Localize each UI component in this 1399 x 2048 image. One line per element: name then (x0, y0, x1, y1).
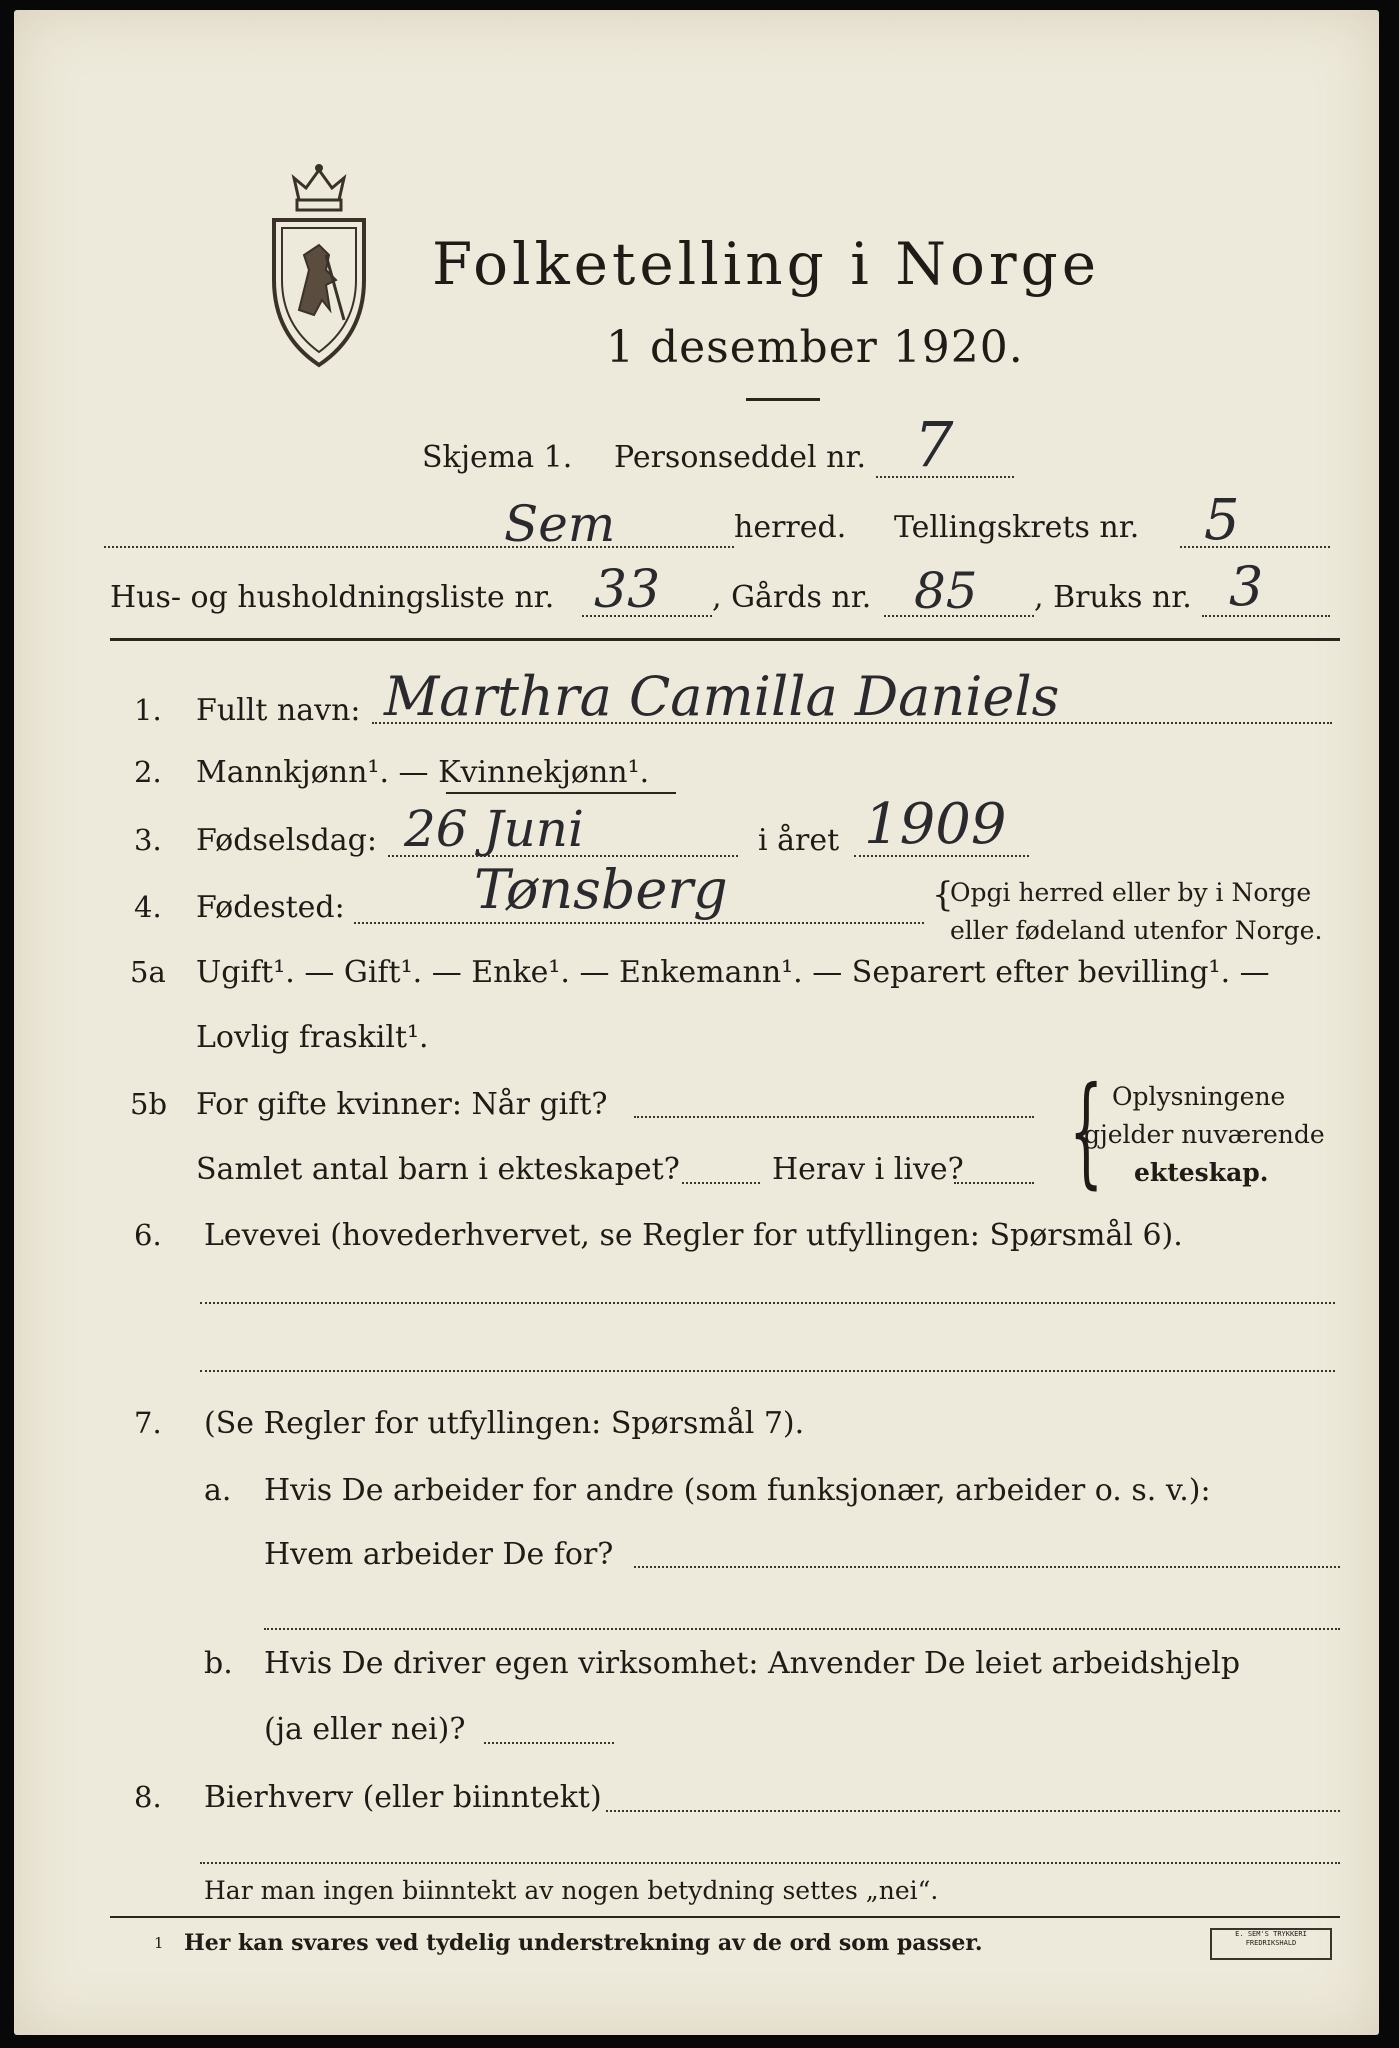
header-divider (110, 638, 1340, 641)
q5b-note2: gjelder nuværende (1084, 1120, 1325, 1149)
q4-brace: { (932, 875, 954, 915)
gards-label: , Gårds nr. (712, 580, 872, 615)
q5b-line1: For gifte kvinner: Når gift? (196, 1087, 608, 1122)
q5b-brace: { (1068, 1062, 1104, 1201)
herred-label: herred. (734, 510, 847, 545)
coat-of-arms-icon (264, 160, 374, 374)
q5b-alive-label: Herav i live? (772, 1152, 964, 1187)
footnote-mark: 1 (154, 1934, 164, 1952)
q6-line1 (200, 1302, 1335, 1304)
q7a-line1: Hvis De arbeider for andre (som funksjonær, arbeider o. s. v.): (264, 1473, 1211, 1508)
q4-note-line2: eller fødeland utenfor Norge. (950, 916, 1323, 945)
q5b-note3: ekteskap. (1134, 1158, 1269, 1187)
q7a-line-extra (264, 1628, 1340, 1630)
tellingskrets-label: Tellingskrets nr. (894, 510, 1140, 545)
q7b-line (484, 1742, 614, 1744)
footnote-text: Her kan svares ved tydelig understrekning av de ord som passer. (184, 1930, 983, 1956)
q6-number: 6. (134, 1218, 162, 1252)
q7a-letter: a. (204, 1473, 232, 1508)
tellingskrets-value: 5 (1204, 488, 1240, 553)
title-divider (746, 398, 820, 401)
hus-label: Hus- og husholdningsliste nr. (110, 580, 555, 615)
printer-stamp: E. SEM'S TRYKKERI FREDRIKSHALD (1210, 1928, 1332, 1960)
q1-number: 1. (134, 693, 162, 727)
q3-number: 3. (134, 823, 162, 857)
q5b-alive-line (954, 1182, 1034, 1184)
tellingskrets-line (1180, 546, 1330, 548)
q5a-number: 5a (130, 955, 166, 989)
page-title: Folketelling i Norge (432, 230, 1101, 298)
bruks-value: 3 (1229, 555, 1264, 618)
q7a-line (634, 1566, 1340, 1568)
q8-number: 8. (134, 1780, 162, 1814)
q8-line-extra (200, 1862, 1340, 1864)
census-form (14, 10, 1379, 2035)
q4-note-line1: Opgi herred eller by i Norge (950, 878, 1312, 907)
q8-line (606, 1810, 1340, 1812)
q5b-children-line (682, 1182, 760, 1184)
herred-value: Sem (504, 495, 616, 553)
q7-number: 7. (134, 1406, 162, 1440)
q3-label: Fødselsdag: (196, 823, 377, 858)
hus-value: 33 (594, 560, 661, 620)
q3-year-value: 1909 (864, 792, 1007, 857)
q5a-marital-options: Ugift¹. — Gift¹. — Enke¹. — Enkemann¹. — Separert efter bevilling¹. — (196, 955, 1270, 990)
q6-line2 (200, 1370, 1335, 1372)
gards-value: 85 (914, 562, 978, 620)
q5b-married-line (634, 1116, 1034, 1118)
q7-text: (Se Regler for utfyllingen: Spørsmål 7). (204, 1406, 805, 1441)
q2-gender-options: Mannkjønn¹. — Kvinnekjønn¹. (196, 755, 650, 790)
q5b-note1: Oplysningene (1112, 1082, 1286, 1111)
bruks-label: , Bruks nr. (1034, 580, 1192, 615)
personseddel-label: Personseddel nr. (614, 440, 867, 475)
census-date: 1 desember 1920. (606, 322, 1024, 373)
q4-birthplace: Tønsberg (474, 858, 728, 921)
q5a-line2: Lovlig fraskilt¹. (196, 1020, 429, 1055)
q3-day-value: 26 Juni (404, 800, 584, 858)
q7b-line2: (ja eller nei)? (264, 1712, 466, 1747)
q6-text: Levevei (hovederhvervet, se Regler for utfyllingen: Spørsmål 6). (204, 1218, 1183, 1253)
q7b-line1: Hvis De driver egen virksomhet: Anvender De leiet arbeidshjelp (264, 1646, 1241, 1681)
footer-divider (110, 1916, 1340, 1918)
personseddel-value: 7 (914, 408, 954, 481)
q4-label: Fødested: (196, 890, 345, 925)
skjema-label: Skjema 1. (422, 440, 573, 475)
q4-number: 4. (134, 890, 162, 924)
q3-year-label: i året (758, 823, 840, 858)
q2-number: 2. (134, 755, 162, 789)
q5b-children-label: Samlet antal barn i ekteskapet? (196, 1152, 680, 1187)
q5b-number: 5b (130, 1087, 168, 1121)
q1-full-name: Marthra Camilla Daniels (384, 665, 1060, 728)
q7b-letter: b. (204, 1646, 233, 1681)
q1-label: Fullt navn: (196, 693, 361, 728)
biinntekt-note: Har man ingen biinntekt av nogen betydning settes „nei“. (204, 1876, 939, 1905)
q8-label: Bierhverv (eller biinntekt) (204, 1780, 602, 1815)
q7a-line2: Hvem arbeider De for? (264, 1537, 614, 1572)
q2-underline-kvinnekjonn (446, 792, 676, 794)
q4-line (354, 922, 924, 924)
herred-line (104, 546, 734, 548)
bruks-line (1202, 615, 1330, 617)
